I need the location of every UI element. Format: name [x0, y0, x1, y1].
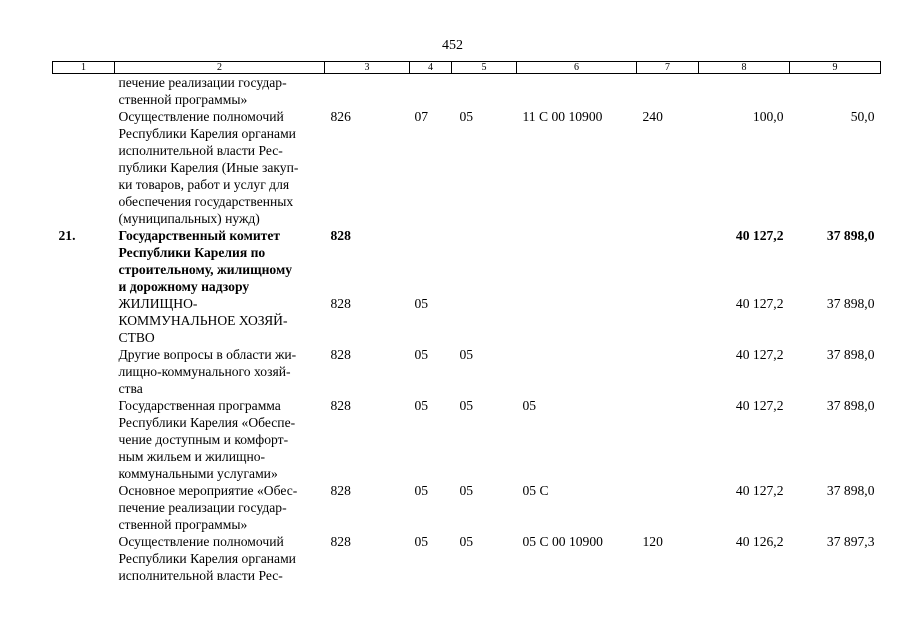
table-row: [53, 108, 881, 227]
row-number: [53, 482, 115, 533]
row-number: [53, 346, 115, 397]
header-col-6: 6: [517, 62, 637, 74]
table-header: [53, 62, 881, 74]
row-name: Другие вопросы в области жи- лищно-коммунального хозяй- ства: [118, 347, 297, 396]
amount-year-2: 37 898,0: [826, 483, 875, 498]
section-code: 07: [414, 109, 429, 124]
section-code: 05: [414, 483, 429, 498]
expense-type-code: [637, 397, 699, 482]
amount-year-2: 37 898,0: [826, 398, 875, 413]
table-row: [53, 397, 881, 482]
header-col-1: 1: [53, 62, 115, 74]
amount-year-2: 37 898,0: [826, 228, 875, 243]
header-col-3: 3: [325, 62, 410, 74]
header-col-9: 9: [790, 62, 881, 74]
amount-year-1: 40 127,2: [735, 347, 784, 362]
expense-type-code: [637, 74, 699, 109]
ministry-code: 828: [330, 228, 351, 243]
table-body: [53, 74, 881, 585]
table-row: [53, 74, 881, 109]
row-number: [53, 74, 115, 109]
target-article-code: [517, 346, 637, 397]
target-article-code: [517, 295, 637, 346]
amount-year-1: 40 127,2: [735, 228, 784, 243]
amount-year-1: 40 127,2: [735, 483, 784, 498]
ministry-code: 828: [330, 398, 351, 413]
amount-year-2: 37 898,0: [826, 296, 875, 311]
row-name: печение реализации государ- ственной программы»: [118, 75, 287, 107]
subsection-code: 05: [459, 483, 474, 498]
ministry-code: 828: [330, 534, 351, 549]
row-name: Государственная программа Республики Карелия «Обеспе- чение доступным и комфорт- ным жильем и жилищно- коммунальными услугами»: [118, 398, 296, 481]
subsection-code: [452, 227, 517, 295]
table-row: [53, 295, 881, 346]
amount-year-2: 37 897,3: [826, 534, 875, 549]
subsection-code: [452, 74, 517, 109]
ministry-code: 828: [330, 483, 351, 498]
header-col-2: 2: [115, 62, 325, 74]
target-article-code: 05 С 00 10900: [522, 534, 603, 549]
target-article-code: [517, 227, 637, 295]
expense-type-code: [637, 295, 699, 346]
section-code: [410, 74, 452, 109]
header-col-8: 8: [699, 62, 790, 74]
expense-type-code: [637, 346, 699, 397]
row-number: 21.: [58, 228, 76, 243]
subsection-code: 05: [459, 534, 474, 549]
table-row: [53, 227, 881, 295]
target-article-code: 05: [522, 398, 537, 413]
table-row: [53, 482, 881, 533]
target-article-code: [517, 74, 637, 109]
ministry-code: 828: [330, 296, 351, 311]
row-name: Основное мероприятие «Обес- печение реализации государ- ственной программы»: [118, 483, 298, 532]
ministry-code: [325, 74, 410, 109]
subsection-code: 05: [459, 347, 474, 362]
target-article-code: 11 С 00 10900: [522, 109, 603, 124]
ministry-code: 828: [330, 347, 351, 362]
header-col-5: 5: [452, 62, 517, 74]
section-code: [410, 227, 452, 295]
header-row: [53, 62, 881, 74]
subsection-code: 05: [459, 398, 474, 413]
ministry-code: 826: [330, 109, 351, 124]
subsection-code: [452, 295, 517, 346]
header-col-4: 4: [410, 62, 452, 74]
expense-type-code: [637, 482, 699, 533]
section-code: 05: [414, 534, 429, 549]
expense-type-code: 120: [642, 534, 663, 549]
expense-type-code: [637, 227, 699, 295]
amount-year-1: 40 127,2: [735, 398, 784, 413]
row-name: Государственный комитет Республики Карелия по строительному, жилищному и дорожному надзору: [118, 228, 293, 294]
row-name: Осуществление полномочий Республики Карелия органами исполнительной власти Рес-: [118, 534, 296, 583]
row-number: [53, 533, 115, 584]
table-row: [53, 346, 881, 397]
table-row: [53, 533, 881, 584]
amount-year-2: 50,0: [850, 109, 875, 124]
amount-year-1: 40 127,2: [735, 296, 784, 311]
amount-year-1: [699, 74, 790, 109]
section-code: 05: [414, 347, 429, 362]
header-col-7: 7: [637, 62, 699, 74]
amount-year-2: 37 898,0: [826, 347, 875, 362]
budget-table: [52, 61, 881, 584]
page-number: 452: [442, 38, 463, 53]
row-number: [53, 295, 115, 346]
row-name: ЖИЛИЩНО- КОММУНАЛЬНОЕ ХОЗЯЙ- СТВО: [118, 296, 288, 345]
amount-year-2: [790, 74, 881, 109]
row-number: [53, 397, 115, 482]
target-article-code: 05 С: [522, 483, 549, 498]
row-name: Осуществление полномочий Республики Карелия органами исполнительной власти Рес- публики Карелия (Иные закуп- ки товаров, работ и услуг для обеспечения государственных (муниципальных) нужд): [118, 109, 299, 226]
section-code: 05: [414, 296, 429, 311]
subsection-code: 05: [459, 109, 474, 124]
row-number: [53, 108, 115, 227]
expense-type-code: 240: [642, 109, 663, 124]
amount-year-1: 100,0: [752, 109, 784, 124]
amount-year-1: 40 126,2: [735, 534, 784, 549]
section-code: 05: [414, 398, 429, 413]
